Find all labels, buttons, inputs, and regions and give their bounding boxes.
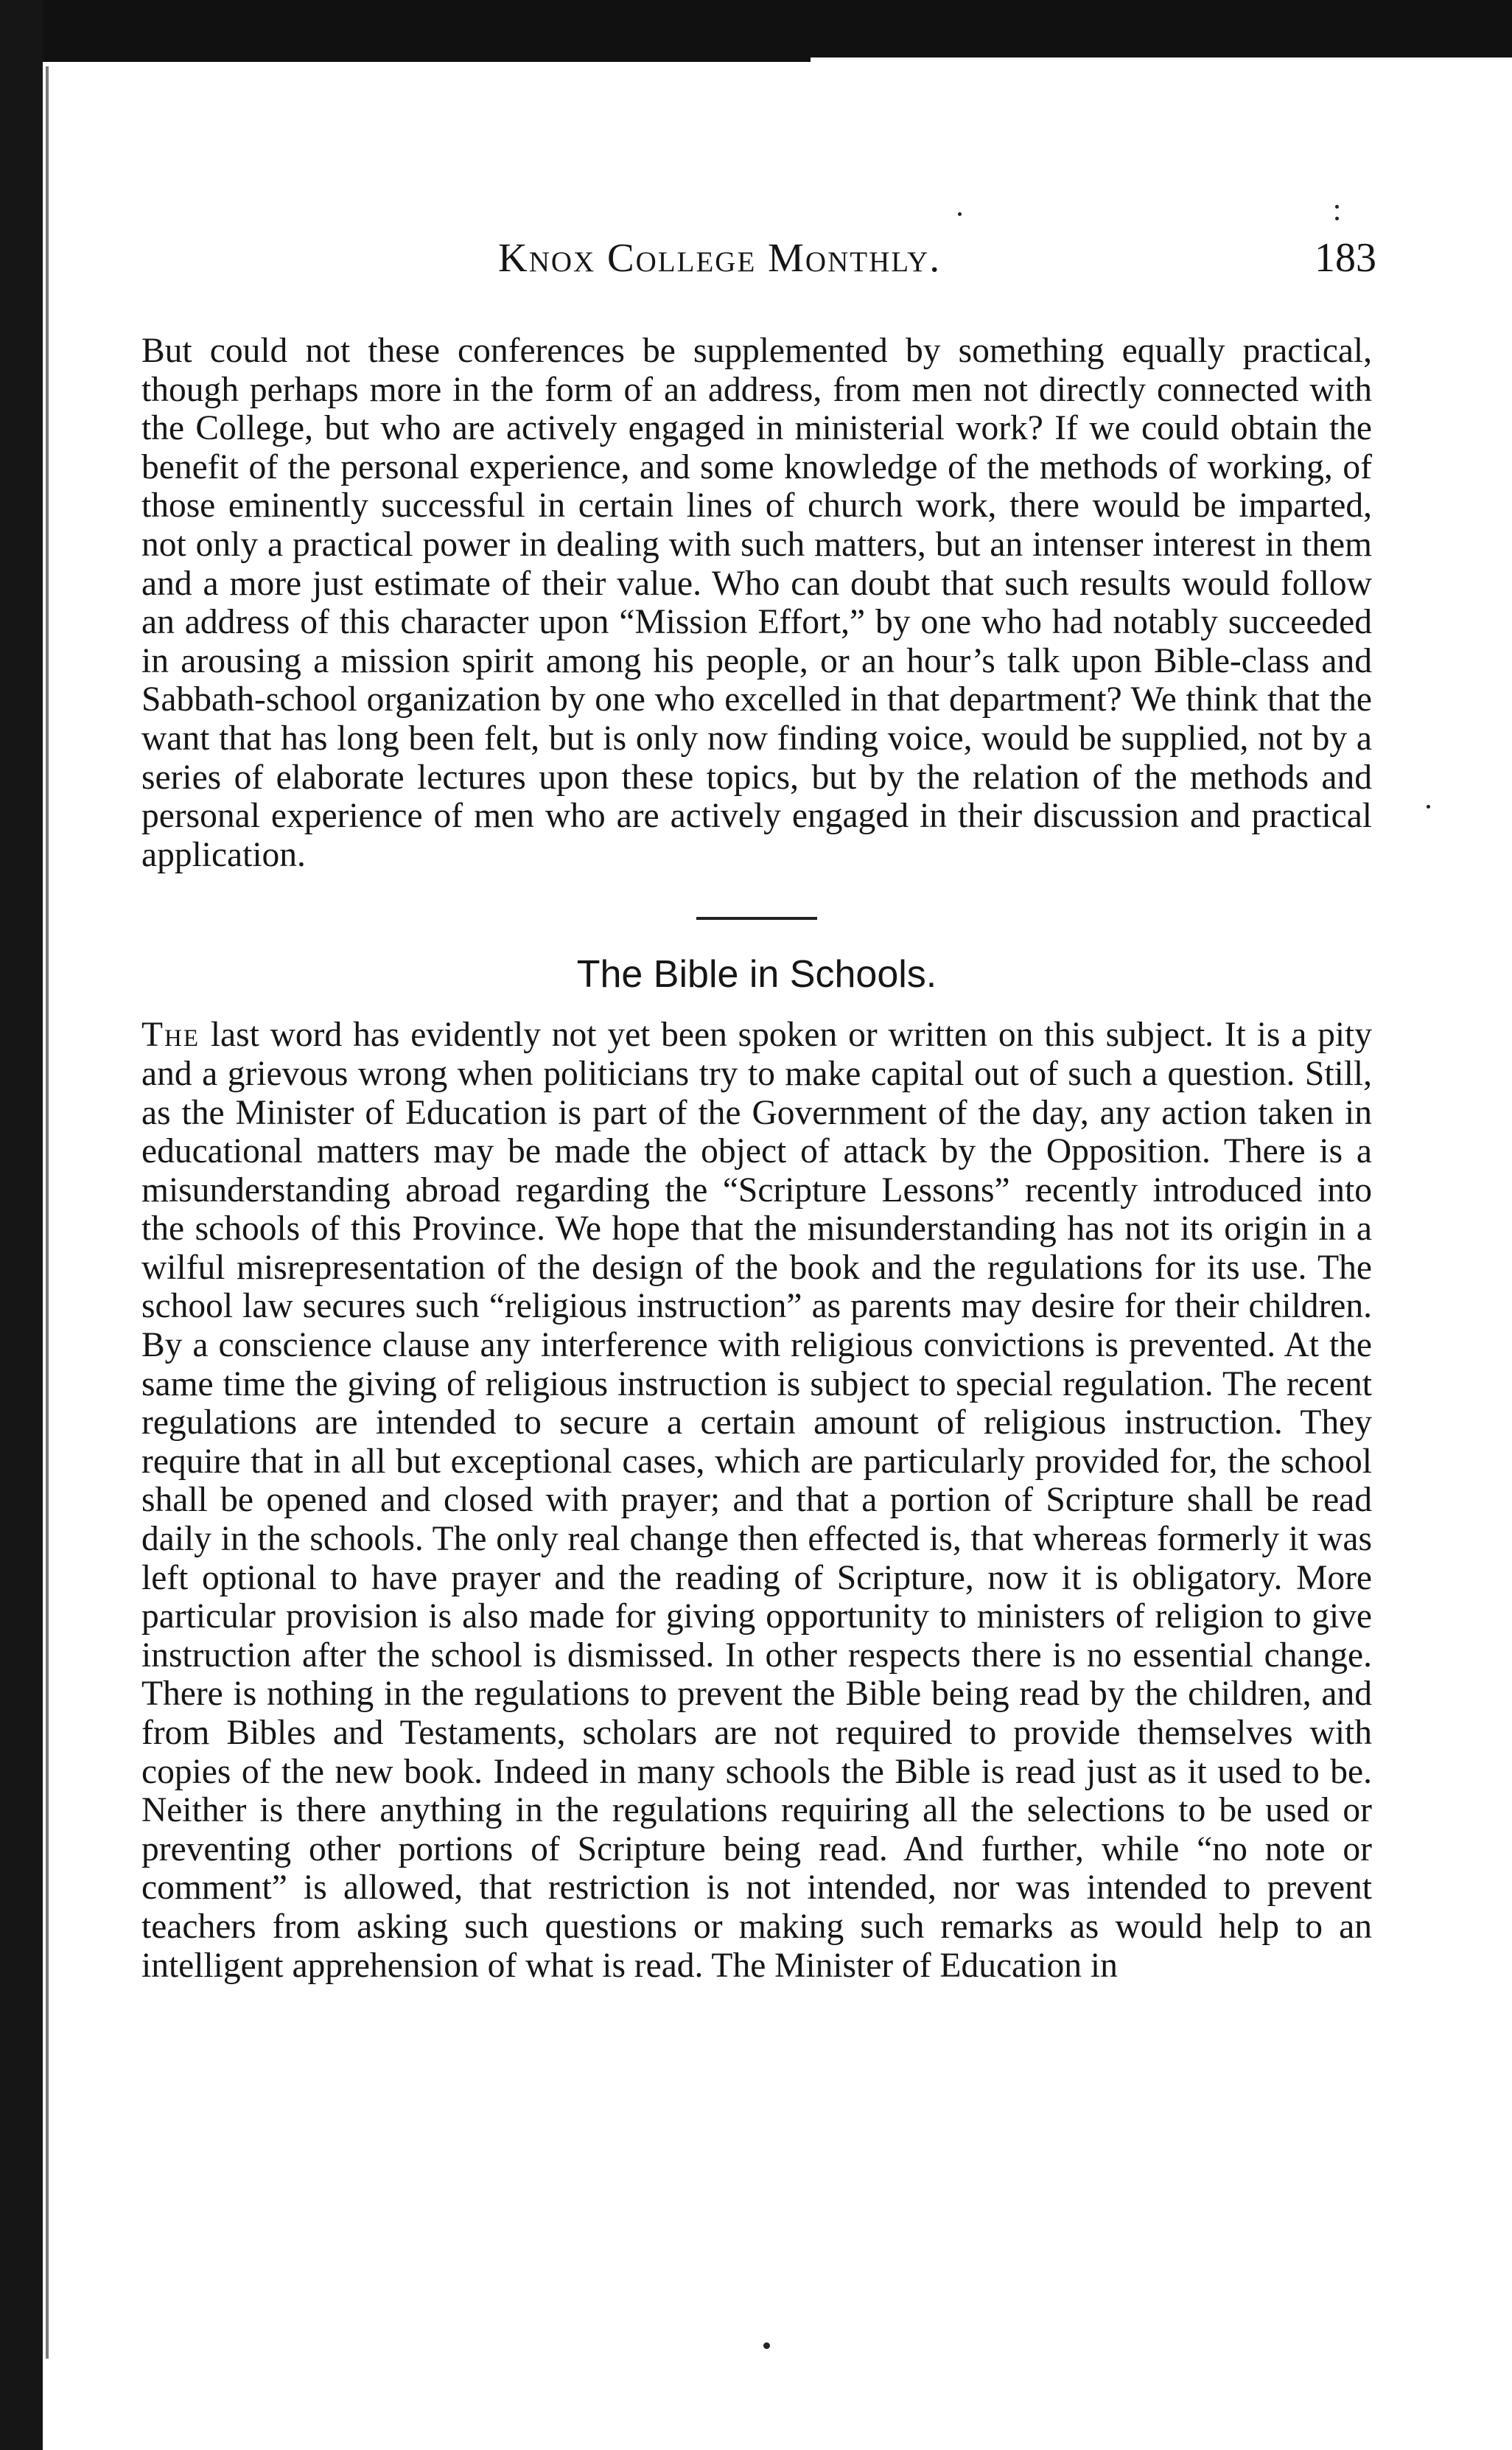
paragraph-conferences: But could not these conferences be supplemented by something equally practical, though perhaps more in the form of an address, from men not directly connected with the College, but who are actively engaged in ministerial work? If we could obtain the benefit of the personal experience, and some knowledge of the methods of working, of those eminently successful in certain lines of church work, there would be imparted, not only a practical power in dealing with such matters, but an intenser interest in them and a more just estimate of their value. Who can doubt that such results would follow an address of this character upon “Mission Effort,” by one who had notably succeeded in arousing a mission spirit among his people, or an hour’s talk upon Bible-class and Sabbath-school organization by one who excelled in that department? We think that the want that has long been felt, but is only now finding voice, would be supplied, not by a series of elaborate lectures upon these topics, but by the relation of the methods and personal experience of men who are actively engaged in their discussion and practical application. bbox=[141, 332, 1372, 874]
section-title: The Bible in Schools. bbox=[576, 953, 937, 997]
paragraph-bible-in-schools bbox=[141, 1016, 1372, 1985]
running-head bbox=[0, 234, 1512, 286]
paragraph-bible-in-schools-text: last word has evidently not yet been spoken or written on this subject. It is a pity and a grievous wrong when politicians try to make capital out of such a question. Still, as the Minister of Education is part of the Government of the day, any action taken in educational matters may be made the object of attack by the Opposition. There is a misunderstanding abroad regarding the “Scripture Lessons” recently introduced into the schools of this Province. We hope that the misunderstanding has not its origin in a wilful misrepresentation of the design of the book and the regulations for its use. The school law secures such “religious instruction” as parents may desire for their children. By a conscience clause any interference with religious convictions is prevented. At the same time the giving of religious instruction is subject to special regulation. The recent regulations are intended to secure a certain amount of religious instruction. They require that in all but exceptional cases, which are particularly provided for, the school shall be opened and closed with prayer; and that a portion of Scripture shall be read daily in the schools. The only real change then effected is, that whereas formerly it was left optional to have prayer and the reading of Scripture, now it is obligatory. More particular provision is also made for giving opportunity to ministers of religion to give instruction after the school is dismissed. In other respects there is no essential change. There is nothing in the regulations to prevent the Bible being read by the children, and from Bibles and Testaments, scholars are not required to provide themselves with copies of the new book. Indeed in many schools the Bible is read just as it used to be. Neither is there anything in the regulations requiring all the selections to be used or preventing other portions of Scripture being read. And further, while “no note or comment” is allowed, that restriction is not intended, nor was intended to prevent teachers from asking such questions or making such remarks as would help to an intelligent apprehension of what is read. The Minister of Education in bbox=[141, 1016, 1373, 1985]
text-block bbox=[141, 332, 1372, 1985]
stray-mark bbox=[1335, 217, 1339, 220]
running-title: Knox College Monthly. bbox=[498, 235, 942, 280]
page-number: 183 bbox=[1315, 235, 1376, 281]
bottom-dot bbox=[763, 2342, 770, 2349]
paragraph-lead-word: The bbox=[141, 1016, 200, 1055]
stray-mark bbox=[958, 212, 962, 216]
stray-mark bbox=[1335, 205, 1339, 209]
section-divider bbox=[696, 917, 817, 920]
stray-mark bbox=[1427, 805, 1430, 809]
